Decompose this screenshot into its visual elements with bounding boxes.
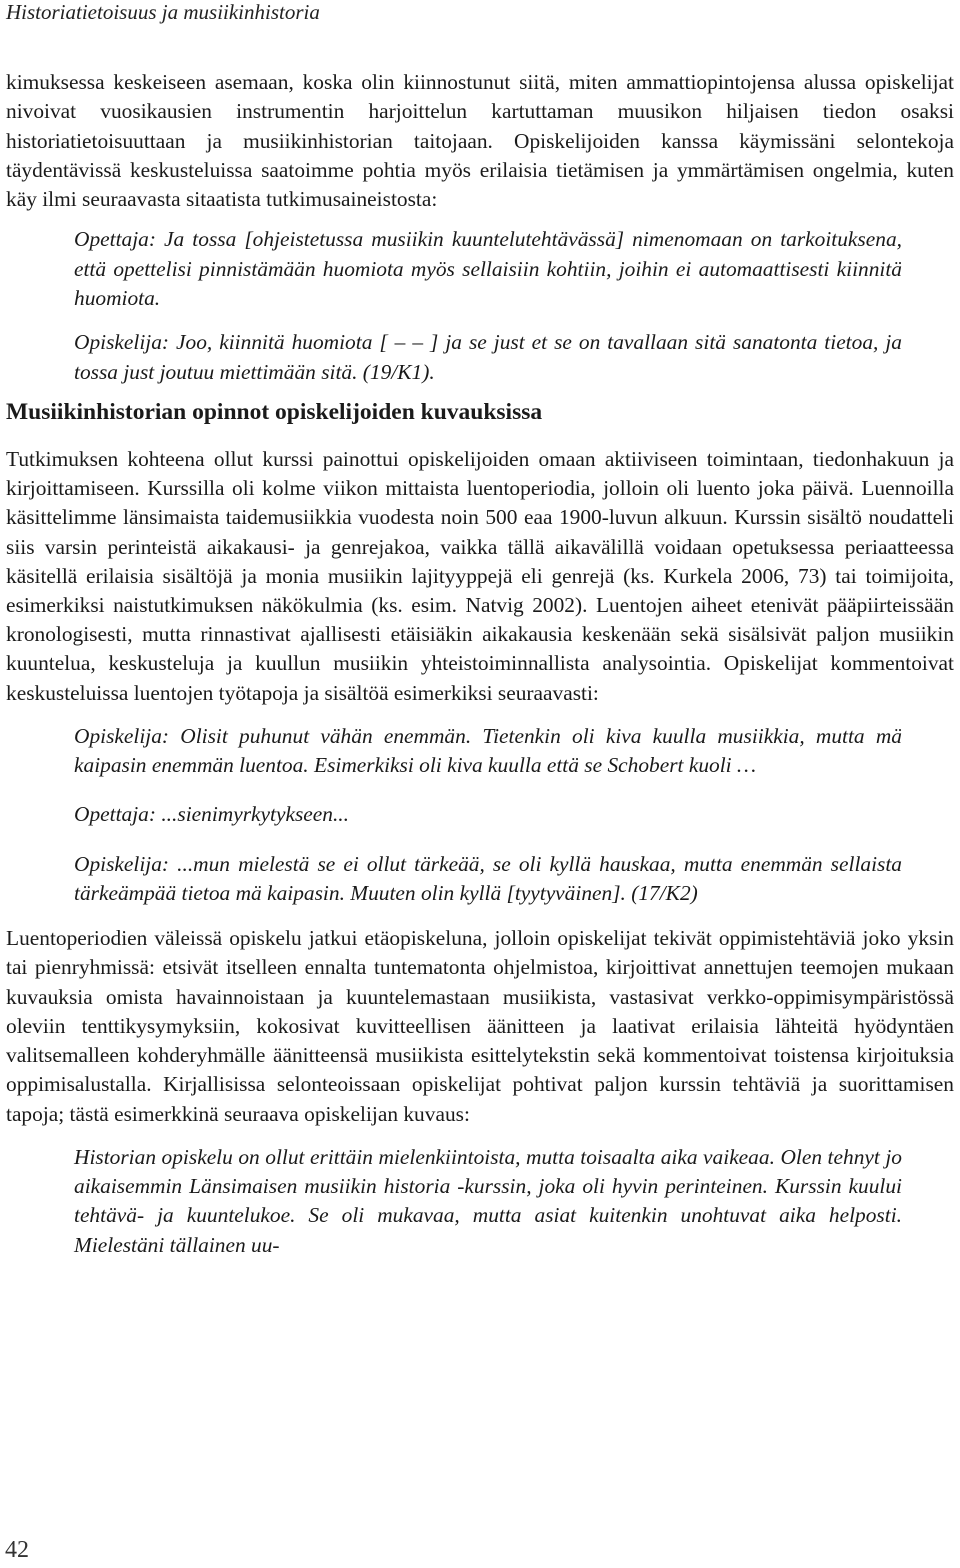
page-number: 42 bbox=[5, 1537, 29, 1563]
quote-teacher-1: Opettaja: Ja tossa [ohjeistetussa musiikin kuuntelutehtävässä] nimenomaan on tarkoituksena, että opettelisi pinnistämään huomiota myös sellaisiin kohtiin, joihin ei automaattisesti kiinnitä huomiota. bbox=[74, 227, 902, 311]
page-body bbox=[6, 68, 954, 1260]
paragraph-intro: kimuksessa keskeiseen asemaan, koska olin kiinnostunut siitä, miten ammattiopintojensa alussa opiskelijat nivoivat vuosikausien instrumentin harjoittelun kartuttaman muusikon hiljaisen tiedon osaksi historiatietoisuuttaan ja musiikinhistorian taitojaan. Opiskelijoiden kanssa käymissäni selontekoja täydentävissä keskusteluissa saatoimme pohtia myös erilaisia tietämisen ja ymmärtämisen ongelmia, kuten käy ilmi seuraavasta sitaatista tutkimusaineistosta: bbox=[6, 70, 954, 212]
paragraph-course-description: Tutkimuksen kohteena ollut kurssi painottui opiskelijoiden omaan aktiiviseen toimintaan, tiedonhakuun ja kirjoittamiseen. Kurssilla oli kolme viikon mittaista luentoperiodia, jolloin oli luento joka päivä. Luennoilla käsittelimme länsimaista taidemusiikkia vuodesta noin 500 eaa 1900-luvun alkuun. Kurssin sisältö noudatteli siis varsin perinteistä aikakausi- ja genrejakoa, vaikka tällä aikavälillä voidaan opetuksessa periaatteessa käsitellä erilaisia sisältöjä ja monia musiikin lajityyppejä eli genrejä (ks. Kurkela 2006, 73) tai toimijoita, esimerkiksi naistutkimuksen näkökulmia (ks. esim. Natvig 2002). Luentojen aiheet etenivät pääpiirteissään kronologisesti, mutta rinnastivat ajallisesti etäisiäkin aikakausia keskenään sekä sisälsivät paljon musiikin kuuntelua, keskusteluja ja kuullun musiikin yhteistoiminnallista analysointia. Opiskelijat kommentoivat keskusteluissa luentojen työtapoja ja sisältöä esimerkiksi seuraavasti: bbox=[6, 446, 954, 705]
quote-student-1: Opiskelija: Joo, kiinnitä huomiota [ – – ] ja se just et se on tavallaan sitä sanatonta tietoa, ja tossa just joutuu miettimään sitä. (19/K1). bbox=[74, 330, 902, 384]
paragraph-distance-learning: Luentoperiodien väleissä opiskelu jatkui etäopiskeluna, jolloin opiskelijat tekivät oppimistehtäviä joko yksin tai pienryhmissä: etsivät itselleen ennalta tuntematonta ohjelmistoa, kirjoittivat annettujen teemojen mukaan kuvauksia omista havainnoistaan ja kuuntelemastaan musiikista, vastasivat verkko-oppimisympäristössä oleviin tenttikysymyksiin, kokosivat kuvitteellisen äänitteen ja laativat erilaisia lähteitä hyödyntäen valitsemalleen kohderyhmälle äänitteensä musiikista esittelytekstin sekä kommentoivat toistensa kirjoituksia oppimisalustalla. Kirjallisissa selonteoissaan opiskelijat pohtivat paljon kurssin tehtäviä ja suorittamisen tapoja; tästä esimerkkinä seuraava opiskelijan kuvaus: bbox=[6, 926, 954, 1126]
running-head: Historiatietoisuus ja musiikinhistoria bbox=[6, 0, 320, 24]
quote-student-3: Opiskelija: ...mun mielestä se ei ollut tärkeää, se oli kyllä hauskaa, mutta enemmän sellaista tärkeämpää tietoa mä kaipasin. Muuten olin kyllä [tyytyväinen]. (17/K2) bbox=[74, 851, 902, 905]
section-heading: Musiikinhistorian opinnot opiskelijoiden kuvauksissa bbox=[6, 398, 543, 425]
quote-student-2: Opiskelija: Olisit puhunut vähän enemmän. Tietenkin oli kiva kuulla musiikkia, mutta mä kaipasin enemmän luentoa. Esimerkiksi oli kiva kuulla että se Schobert kuoli … bbox=[74, 723, 902, 778]
quote-student-4: Historian opiskelu on ollut erittäin mielenkiintoista, mutta toisaalta aika vaikeaa. Olen tehnyt jo aikaisemmin Länsimaisen musiikin historia -kurssin, joka oli hyvin perinteinen. Kurssin kuului tehtävä- ja kuuntelukoe. Se oli mukavaa, mutta asiat kuitenkin unohtuvat aika helposti. Mielestäni tällainen uu- bbox=[74, 1144, 902, 1257]
quote-teacher-2: Opettaja: ...sienimyrkytykseen... bbox=[74, 802, 350, 827]
